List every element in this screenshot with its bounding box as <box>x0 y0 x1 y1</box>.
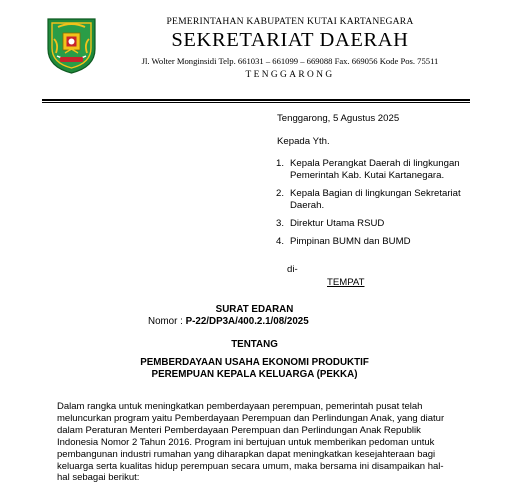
subject <box>0 357 509 381</box>
about-heading: TENTANG <box>231 339 278 350</box>
government-name: PEMERINTAHAN KABUPATEN KUTAI KARTANEGARA <box>166 16 414 27</box>
recipient-list <box>275 158 475 254</box>
regency-emblem-icon <box>44 13 99 75</box>
letterhead <box>110 16 470 81</box>
recipient-item: 4. Pimpinan BUMN dan BUMD <box>276 236 411 247</box>
number-label: Nomor : <box>148 316 183 327</box>
recipient-item: 1. Kepala Perangkat Daerah di lingkungan Pemerintah Kab. Kutai Kartanegara. <box>276 158 460 181</box>
place-prefix: di- <box>287 264 298 275</box>
letter-date: Tenggarong, 5 Agustus 2025 <box>277 113 400 124</box>
salutation: Kepada Yth. <box>277 136 330 147</box>
letterhead-divider <box>42 99 470 101</box>
circular-number <box>148 316 309 327</box>
office-address: Jl. Wolter Monginsidi Telp. 661031 – 661099 – 669088 Fax. 669056 Kode Pos. 75511 <box>141 56 439 66</box>
recipient-text: Kepala Perangkat Daerah di lingkungan Pemerintah Kab. Kutai Kartanegara. <box>290 158 460 181</box>
office-city: TENGGARONG <box>245 70 335 80</box>
recipient-item: 2. Kepala Bagian di lingkungan Sekretariat Daerah. <box>276 188 461 211</box>
recipient-text: Kepala Bagian di lingkungan Sekretariat Daerah. <box>290 188 461 211</box>
subject-line: PEREMPUAN KEPALA KELUARGA (PEKKA) <box>151 369 358 380</box>
subject-line: PEMBERDAYAAN USAHA EKONOMI PRODUKTIF <box>140 357 369 368</box>
recipient-text: Direktur Utama RSUD <box>290 218 385 229</box>
circular-title: SURAT EDARAN <box>215 304 294 315</box>
letterhead-divider-thin <box>42 102 470 103</box>
recipient-item: 3. Direktur Utama RSUD <box>276 218 385 229</box>
office-name: SEKRETARIAT DAERAH <box>171 29 409 51</box>
place: TEMPAT <box>327 277 365 288</box>
recipient-text: Pimpinan BUMN dan BUMD <box>290 236 411 247</box>
body-paragraph: Dalam rangka untuk meningkatkan pemberdayaan perempuan, pemerintah pusat telah meluncurkan program yaitu Pemberdayaan Perempuan dan Perlindungan Anak, yang diatur dalam Peraturan Menteri Pemberdayaan Perempuan dan Perlindungan Anak Republik Indonesia Nomor 2 Tahun 2016. Program ini bertujuan untuk memberikan pedoman untuk pembangunan industri rumahan yang diharapkan dapat meningkatkan kesejahteraan bagi keluarga serta kualitas hidup perempuan secara umum, maka bersama ini disampaikan hal-hal sebagai berikut: <box>57 401 445 484</box>
number-value: P-22/DP3A/400.2.1/08/2025 <box>185 316 309 327</box>
